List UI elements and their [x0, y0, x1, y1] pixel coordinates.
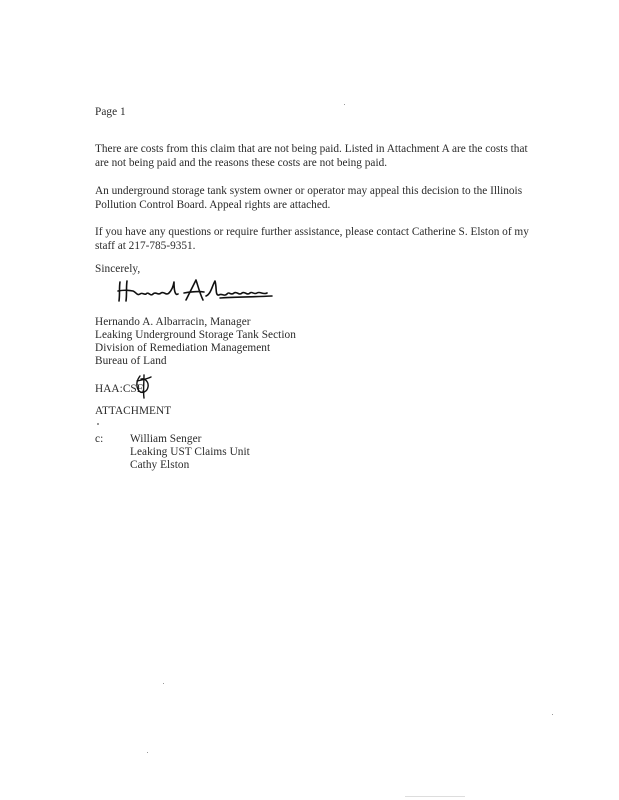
- page-label: Page 1: [95, 106, 126, 118]
- attachment-label: ATTACHMENT: [95, 405, 172, 417]
- cc-recipient: William Senger: [130, 433, 202, 445]
- signer-section: Leaking Underground Storage Tank Section: [95, 329, 296, 341]
- cc-recipient: Leaking UST Claims Unit: [130, 446, 250, 458]
- paragraph-appeal: [95, 184, 545, 212]
- paragraph-line: If you have any questions or require further assistance, please contact Catherine S. Elston of my: [95, 226, 529, 238]
- scan-speck: [552, 714, 553, 715]
- paragraph-line: There are costs from this claim that are not being paid. Listed in Attachment A are the costs that: [95, 143, 528, 155]
- handwritten-signature: [116, 276, 276, 306]
- paragraph-line: Pollution Control Board. Appeal rights are attached.: [95, 199, 331, 211]
- paragraph-line: staff at 217-785-9351.: [95, 240, 196, 252]
- paragraph-line: are not being paid and the reasons these costs are not being paid.: [95, 157, 388, 169]
- signer-division: Division of Remediation Management: [95, 342, 271, 354]
- scan-speck: [147, 752, 148, 753]
- cc-label: c:: [95, 433, 104, 445]
- closing: Sincerely,: [95, 263, 141, 275]
- scan-speck: [97, 423, 99, 425]
- scan-speck: [163, 683, 164, 684]
- cc-recipient: Cathy Elston: [130, 459, 190, 471]
- initials: HAA:CSE: [95, 383, 144, 395]
- handwritten-initials-mark: [132, 373, 154, 399]
- signer-name-title: Hernando A. Albarracin, Manager: [95, 316, 251, 328]
- paragraph-contact: [95, 225, 545, 253]
- scan-edge: [405, 796, 465, 797]
- scan-speck: [344, 104, 345, 105]
- signer-bureau: Bureau of Land: [95, 355, 167, 367]
- paragraph-line: An underground storage tank system owner or operator may appeal this decision to the Illinois: [95, 185, 523, 197]
- paragraph-costs: [95, 142, 545, 170]
